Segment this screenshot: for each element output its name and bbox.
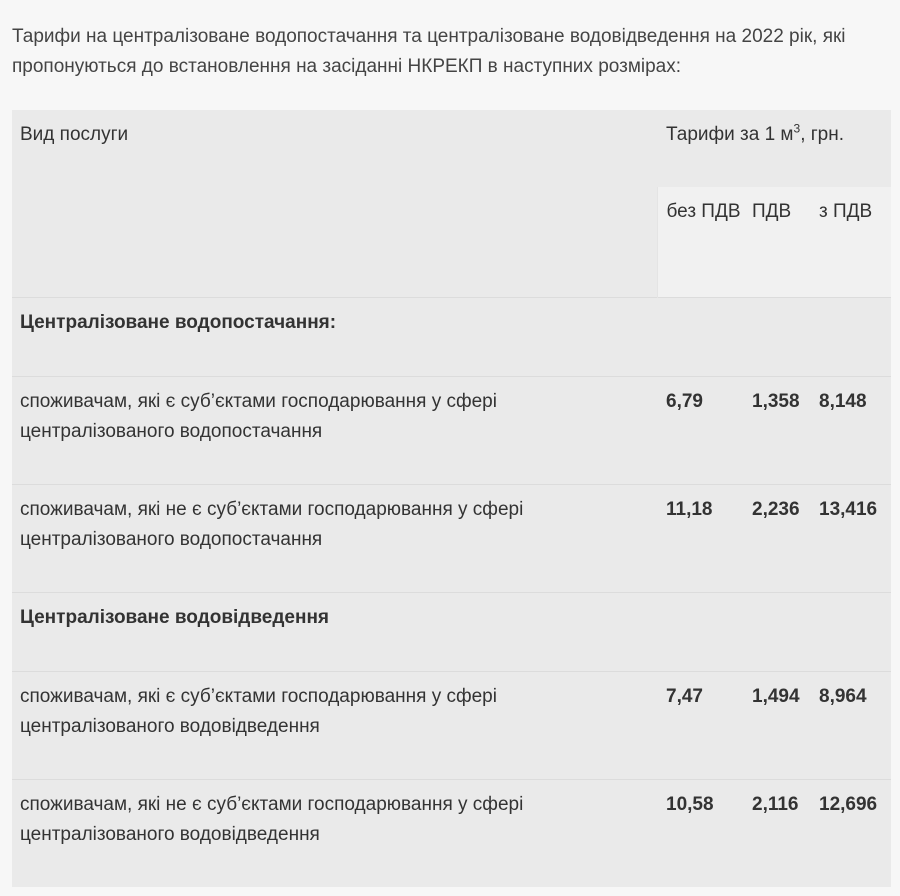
section-title: Централізоване водовідведення (20, 606, 330, 628)
header-tariffs (657, 110, 891, 187)
row-gross: 8,964 (819, 685, 867, 707)
row-vat: 1,494 (752, 685, 800, 707)
header-col-gross: з ПДВ (810, 187, 891, 297)
table-row (12, 779, 891, 887)
section-row (12, 592, 891, 671)
table-row (12, 376, 891, 484)
row-net: 10,58 (666, 793, 714, 815)
row-net: 6,79 (666, 390, 703, 412)
row-label: споживачам, які не є суб’єктами господарювання у сфері централізованого водовідведення (20, 793, 524, 845)
row-label: споживачам, які не є суб’єктами господарювання у сфері централізованого водопостачання (20, 498, 524, 550)
row-gross: 8,148 (819, 390, 867, 412)
table-row (12, 484, 891, 592)
section-title: Централізоване водопостачання: (20, 311, 337, 333)
row-gross: 12,696 (819, 793, 878, 815)
tariffs-table (12, 110, 891, 887)
table-row (12, 671, 891, 779)
table-header-row (12, 110, 891, 187)
header-tariffs-prefix: Тарифи за 1 м (666, 124, 794, 145)
row-gross: 13,416 (819, 498, 878, 520)
row-label: споживачам, які є суб’єктами господарювання у сфері централізованого водовідведення (20, 685, 497, 737)
header-tariffs-suffix: , грн. (800, 124, 845, 145)
header-tariffs-sup: 3 (793, 121, 801, 136)
section-row (12, 297, 891, 376)
header-service: Вид послуги (20, 124, 129, 145)
row-vat: 2,116 (752, 793, 799, 815)
row-net: 11,18 (666, 498, 713, 520)
header-col-vat: ПДВ (743, 187, 810, 297)
row-label: споживачам, які є суб’єктами господарювання у сфері централізованого водопостачання (20, 390, 497, 442)
header-col-net: без ПДВ (657, 187, 743, 297)
row-vat: 1,358 (752, 390, 800, 412)
row-net: 7,47 (666, 685, 703, 707)
row-vat: 2,236 (752, 498, 800, 520)
intro-text: Тарифи на централізоване водопостачання та централізоване водовідведення на 2022 рік, які пропонуються до встановлення на засіданні НКРЕКП в наступних розмірах: (12, 26, 846, 77)
